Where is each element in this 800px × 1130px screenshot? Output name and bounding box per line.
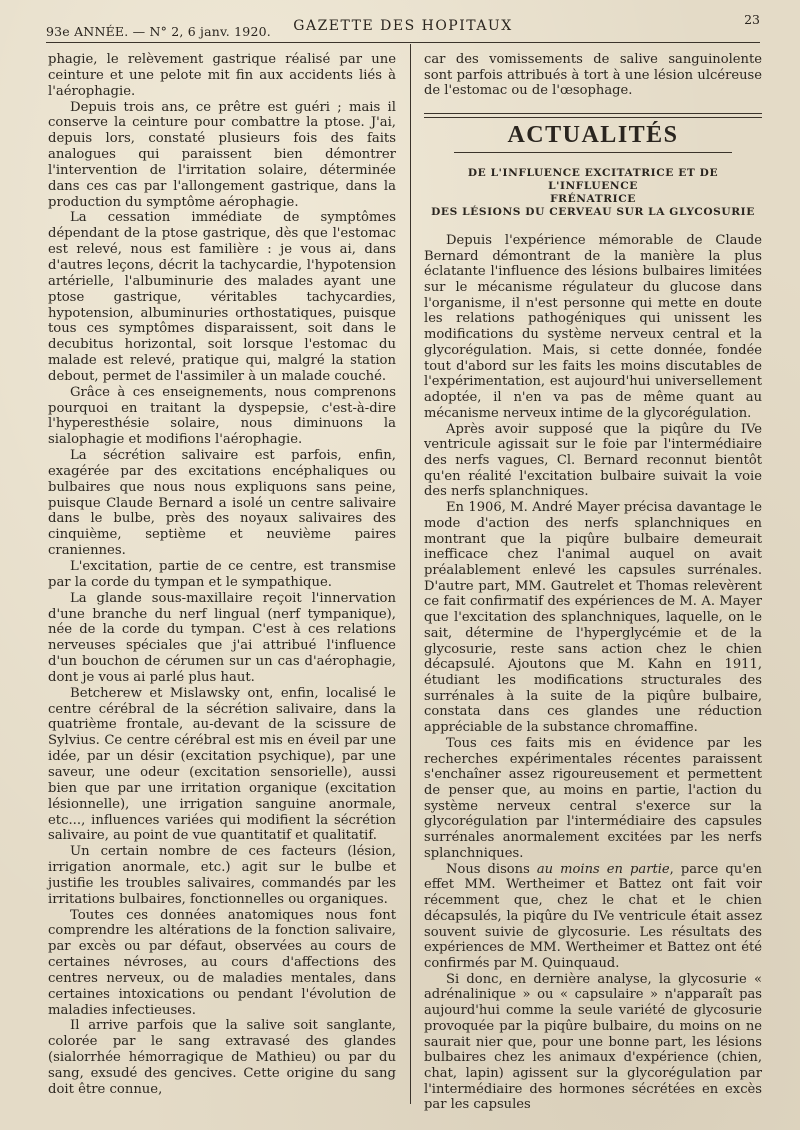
column-divider: [410, 44, 411, 1104]
paragraph: La glande sous-maxillaire reçoit l'innervation d'une branche du nerf lingual (nerf tympanique), née de la corde du tympan. C'est à ces relations nerveuses spéciales que j'ai attribué l'influence d'un bouchon de cérumen sur un cas d'aérophagie, dont je vous ai parlé plus haut.: [48, 590, 396, 685]
italic-text: au moins en partie: [536, 861, 670, 877]
paragraph: L'excitation, partie de ce centre, est transmise par la corde du tympan et le sympathique.: [48, 559, 396, 590]
paragraph: Un certain nombre de ces facteurs (lésion, irrigation anormale, etc.) agit sur le bulbe et justifie les troubles salivaires, commandés par les irritations bulbaires, fonctionnelles ou organiques.: [48, 844, 396, 907]
page-number: 23: [744, 12, 760, 27]
paragraph: Grâce à ces enseignements, nous comprenons pourquoi en traitant la dyspepsie, c'est-à-dire l'hyperesthésie solaire, nous diminuons la sialophagie et modifions l'aérophagie.: [48, 384, 396, 448]
paragraph: En 1906, M. André Mayer précisa davantage le mode d'action des nerfs splanchniques en montrant que la piqûre bulbaire demeurait inefficace chez l'animal auquel on avait préalablement enlevé les capsules surrénales. D'autre part, MM. Gautrelet et Thomas relevèrent ce fait confirmatif des expériences de M. A. Mayer que l'excitation des splanchniques, laquelle, on le sait, détermine de l'hyperglycémie et de la glycosurie, reste sans action chez le chien décapsulé. Ajoutons que M. Kahn en 1911, étudiant les modifications structurales des surrénales à la suite de la piqûre bulbaire, constata dans ces glandes une réduction appréciable de la substance chromaffine.: [424, 500, 762, 736]
paragraph: Tous ces faits mis en évidence par les recherches expérimentales récentes paraissent s'enchaîner assez rigoureusement et permettent de penser que, au moins en partie, l'action du système nerveux central s'exerce sur la glycorégulation par l'intermédiaire des capsules surrénales anormalement excitées par les nerfs splanchniques.: [424, 735, 762, 861]
text-run: Nous disons: [446, 861, 537, 877]
article-title-line: DE L'INFLUENCE EXCITATRICE ET DE L'INFLUENCE: [467, 166, 719, 192]
paragraph: phagie, le relèvement gastrique réalisé par une ceinture et une pelote mit fin aux accidents liés à l'aérophagie.: [48, 52, 396, 99]
paragraph: Depuis l'expérience mémorable de Claude Bernard démontrant de la manière la plus éclatante l'influence des lésions bulbaires limitées sur le mécanisme régulateur du glucose dans l'organisme, il n'est personne qui mette en doute les relations pathogéniques qui unissent les modifications du système nerveux central et la glycorégulation. Mais, si cette donnée, fondée tout d'abord sur les faits les moins discutables de l'expérimentation, est aujourd'hui universellement adoptée, il n'en va pas de même quant au mécanisme nerveux intime de la glycorégulation.: [424, 232, 762, 421]
page-header: [46, 6, 760, 40]
paragraph: La sécrétion salivaire est parfois, enfin, exagérée par des excitations encéphaliques ou bulbaires que nous nous expliquons sans peine, puisque Claude Bernard a isolé un centre salivaire dans le bulbe, près des noyaux salivaires des cinquième, septième et neuvième paires craniennes.: [48, 448, 396, 559]
paragraph: Toutes ces données anatomiques nous font comprendre les altérations de la fonction salivaire, par excès ou par défaut, observées au cours de certaines névroses, au cours d'affections des centres nerveux, ou de maladies mentales, dans certaines intoxications ou pendant l'évolution de maladies infectieuses.: [48, 907, 396, 1018]
right-column: [424, 52, 762, 1113]
journal-title: GAZETTE DES HOPITAUX: [293, 18, 513, 34]
paragraph: car des vomissements de salive sanguinolente sont parfois attribués à tort à une lésion ulcéreuse de l'estomac ou de l'œsophage.: [424, 52, 762, 99]
paragraph: La cessation immédiate de symptômes dépendant de la ptose gastrique, dès que l'estomac est relevé, nous est familière : je vous ai, dans d'autres leçons, décrit la tachycardie, l'hypotension artérielle, l'albuminurie des malades ayant une ptose gastrique, véritables tachycardies, hypotension, albuminuries orthostatiques, puisque tous ces symptômes disparaissent, soit dans le decubitus horizontal, soit lorsque l'estomac du malade est relevé, pratique qui, malgré la station debout, permet de l'assimiler à un malade couché.: [48, 210, 396, 384]
section-rule: [454, 152, 732, 153]
text-run: , parce qu'en effet MM. Wertheimer et Battez ont fait voir récemment que, chez le chat et le chien décapsulés, la piqûre du IVe ventricule était assez souvent suivie de glycosurie. Les résultats des expériences de MM. Wertheimer et Battez ont été confirmés par M. Quinquaud.: [424, 861, 762, 971]
section-heading: ACTUALITÉS: [507, 122, 679, 149]
article-title-line: FRÉNATRICE: [550, 192, 636, 205]
section-double-rule: [424, 113, 762, 118]
paragraph: Si donc, en dernière analyse, la glycosurie « adrénalinique » ou « capsulaire » n'apparaît pas aujourd'hui comme la seule variété de glycosurie provoquée par la piqûre bulbaire, du moins on ne saurait nier que, pour une bonne part, les lésions bulbaires chez les animaux d'expérience (chien, chat, lapin) agissent sur la glycorégulation par l'intermédiaire des hormones sécrétées en excès par les capsules: [424, 971, 762, 1113]
article-title: [424, 167, 762, 219]
paragraph: Il arrive parfois que la salive soit sanglante, colorée par le sang extravasé des glandes (sialorrhée hémorragique de Mathieu) ou par du sang, exsudé des gencives. Cette origine du sang doit être connue,: [48, 1018, 396, 1097]
paragraph: [424, 862, 762, 972]
paragraph: Betcherew et Mislawsky ont, enfin, localisé le centre cérébral de la sécrétion salivaire, dans la quatrième frontale, au-devant de la scissure de Sylvius. Ce centre cérébral est mis en éveil par une idée, par un désir (excitation psychique), par une saveur, une odeur (excitation sensorielle), aussi bien que par une irritation organique (excitation lésionnelle), une irrigation sanguine anormale, etc..., influences variées qui modifient la sécrétion salivaire, au point de vue quantitatif et qualitatif.: [48, 685, 396, 844]
paragraph: Depuis trois ans, ce prêtre est guéri ; mais il conserve la ceinture pour combattre la ptose. J'ai, depuis lors, constaté plusieurs fois des faits analogues qui paraissent bien démontrer l'intervention de l'irritation solaire, déterminée dans ces cas par l'allongement gastrique, dans la production du symptôme aérophagie.: [48, 99, 396, 210]
issue-info: 93e ANNÉE. — N° 2, 6 janv. 1920.: [46, 24, 271, 39]
paragraph: Après avoir supposé que la piqûre du IVe ventricule agissait sur le foie par l'intermédiaire des nerfs vagues, Cl. Bernard reconnut bientôt qu'en réalité l'excitation bulbaire suivait la voie des nerfs splanchniques.: [424, 421, 762, 500]
left-column: [48, 52, 396, 1098]
header-rule: [46, 42, 760, 43]
article-title-line: DES LÉSIONS DU CERVEAU SUR LA GLYCOSURIE: [431, 205, 755, 218]
